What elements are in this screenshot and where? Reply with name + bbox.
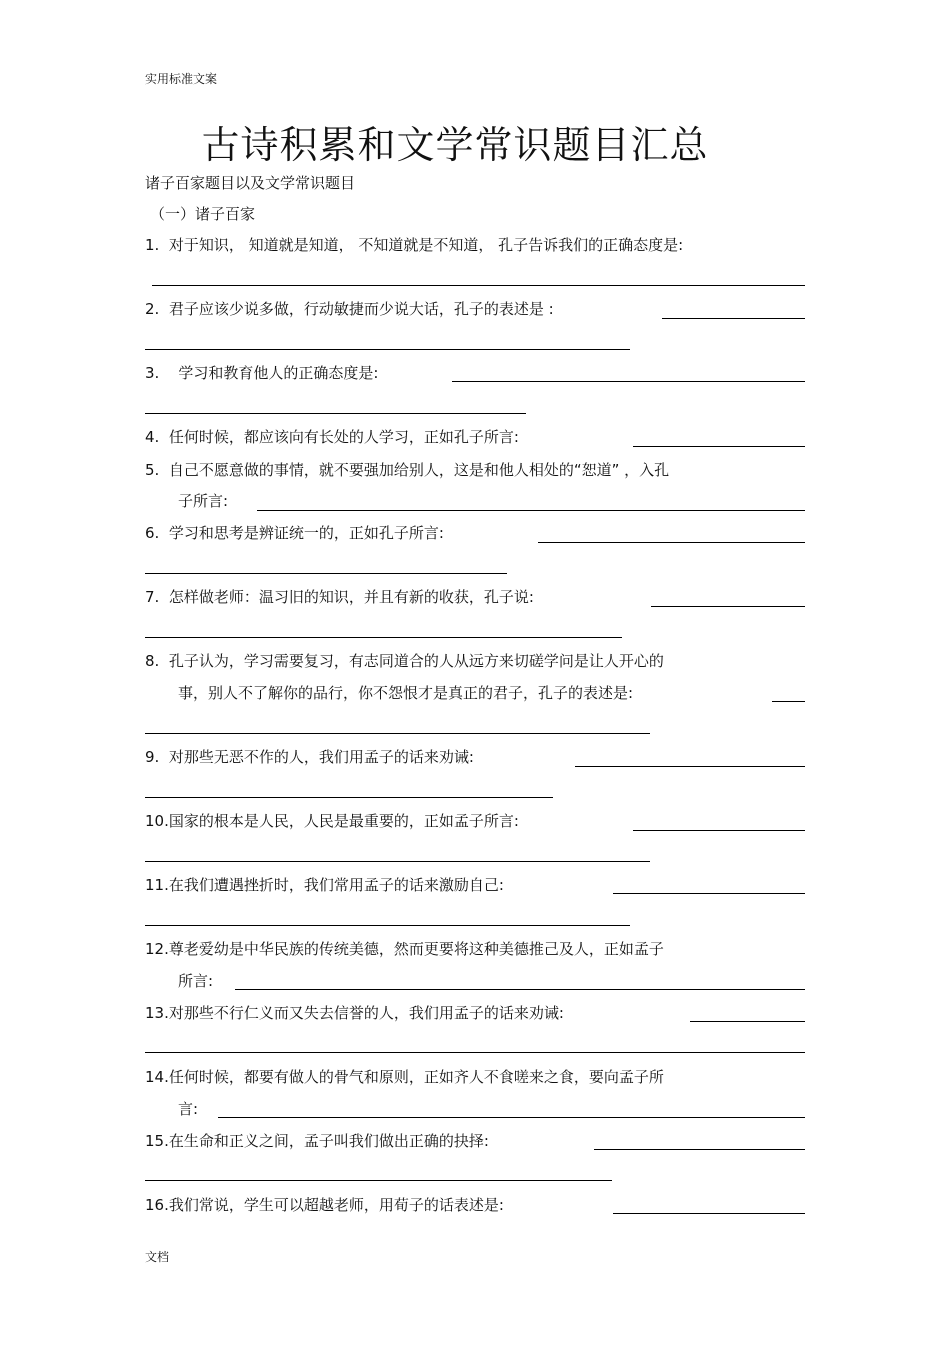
question-number: 9. [145,748,160,766]
question-4 [145,426,519,447]
question-number: 5. [145,461,160,479]
question-number: 4. [145,428,160,446]
answer-blank[interactable] [613,893,805,894]
answer-blank[interactable] [633,446,805,447]
answer-blank[interactable] [633,830,805,831]
answer-blank[interactable] [152,285,805,286]
question-text: 任何时候，都要有做人的骨气和原则，正如齐人不食嗟来之食，要向孟子所 [168,1068,664,1086]
question-number: 3. [145,364,160,382]
question-text: 我们常说，学生可以超越老师，用荀子的话表述是: [168,1196,504,1214]
question-text: 国家的根本是人民，人民是最重要的，正如孟子所言: [168,812,519,830]
question-number: 1. [145,236,160,254]
question-15 [145,1130,489,1151]
question-text: 在我们遭遇挫折时，我们常用孟子的话来激励自己: [168,876,504,894]
page-header: 实用标准文案 [145,72,218,86]
question-1 [145,234,683,255]
question-text: 怎样做老师：温习旧的知识，并且有新的收获，孔子说: [168,588,534,606]
question-number: 13. [145,1004,169,1022]
question-text-continued: 子所言: [178,492,229,510]
question-text-continued: 言: [178,1100,199,1118]
answer-blank[interactable] [575,766,805,767]
question-text-continued: 事，别人不了解你的品行，你不怨恨才是真正的君子，孔子的表述是: [178,684,634,702]
answer-blank[interactable] [145,861,650,862]
question-text-continued: 所言: [178,972,214,990]
answer-blank[interactable] [145,349,630,350]
answer-blank[interactable] [145,1052,805,1053]
answer-blank[interactable] [145,797,553,798]
question-number: 16. [145,1196,169,1214]
question-number: 11. [145,876,169,894]
answer-blank[interactable] [772,701,805,702]
question-number: 14. [145,1068,169,1086]
page-footer: 文档 [145,1250,170,1264]
question-8 [145,650,664,671]
question-text: 尊老爱幼是中华民族的传统美德，然而更要将这种美德推己及人，正如孟子 [168,940,664,958]
question-text: 在生命和正义之间，孟子叫我们做出正确的抉择: [168,1132,489,1150]
answer-blank[interactable] [218,1117,805,1118]
question-text: 学习和思考是辨证统一的，正如孔子所言: [168,524,444,542]
question-text: 对于知识， 知道就是知道， 不知道就是不知道， 孔子告诉我们的正确态度是: [168,236,684,254]
question-5 [145,459,669,480]
answer-blank[interactable] [145,733,650,734]
question-10 [145,810,519,831]
page-subtitle: 诸子百家题目以及文学常识题目 [145,174,356,192]
question-number: 12. [145,940,169,958]
question-number: 7. [145,588,160,606]
question-11 [145,874,504,895]
answer-blank[interactable] [235,989,805,990]
question-7 [145,586,534,607]
question-13 [145,1002,564,1023]
question-text: 任何时候，都应该向有长处的人学习，正如孔子所言: [168,428,519,446]
question-text: 自己不愿意做的事情，就不要强加给别人，这是和他人相处的“恕道” ，入孔 [168,461,670,479]
answer-blank[interactable] [145,637,622,638]
question-number: 6. [145,524,160,542]
question-14 [145,1066,664,1087]
answer-blank[interactable] [594,1149,805,1150]
question-12 [145,938,664,959]
answer-blank[interactable] [145,925,630,926]
answer-blank[interactable] [257,510,805,511]
answer-blank[interactable] [452,381,805,382]
answer-blank[interactable] [145,1180,612,1181]
answer-blank[interactable] [145,573,507,574]
answer-blank[interactable] [145,413,526,414]
question-number: 10. [145,812,169,830]
page-title: 古诗积累和文学常识题目汇总 [201,123,709,167]
question-number: 8. [145,652,160,670]
question-text: 对那些无恶不作的人，我们用孟子的话来劝诫: [168,748,474,766]
question-2 [145,298,554,319]
question-9 [145,746,474,767]
section-heading: （一）诸子百家 [150,205,256,223]
answer-blank[interactable] [613,1213,805,1214]
answer-blank[interactable] [651,606,805,607]
question-text: 君子应该少说多做，行动敏捷而少说大话，孔子的表述是 : [168,300,554,318]
answer-blank[interactable] [538,542,805,543]
question-3 [145,362,378,383]
answer-blank[interactable] [690,1021,805,1022]
question-text: 学习和教育他人的正确态度是: [178,364,379,382]
question-6 [145,522,444,543]
answer-blank[interactable] [662,318,805,319]
question-number: 15. [145,1132,169,1150]
question-text: 对那些不行仁义而又失去信誉的人，我们用孟子的话来劝诫: [168,1004,564,1022]
question-number: 2. [145,300,160,318]
question-text: 孔子认为，学习需要复习，有志同道合的人从远方来切磋学问是让人开心的 [168,652,664,670]
question-16 [145,1194,504,1215]
